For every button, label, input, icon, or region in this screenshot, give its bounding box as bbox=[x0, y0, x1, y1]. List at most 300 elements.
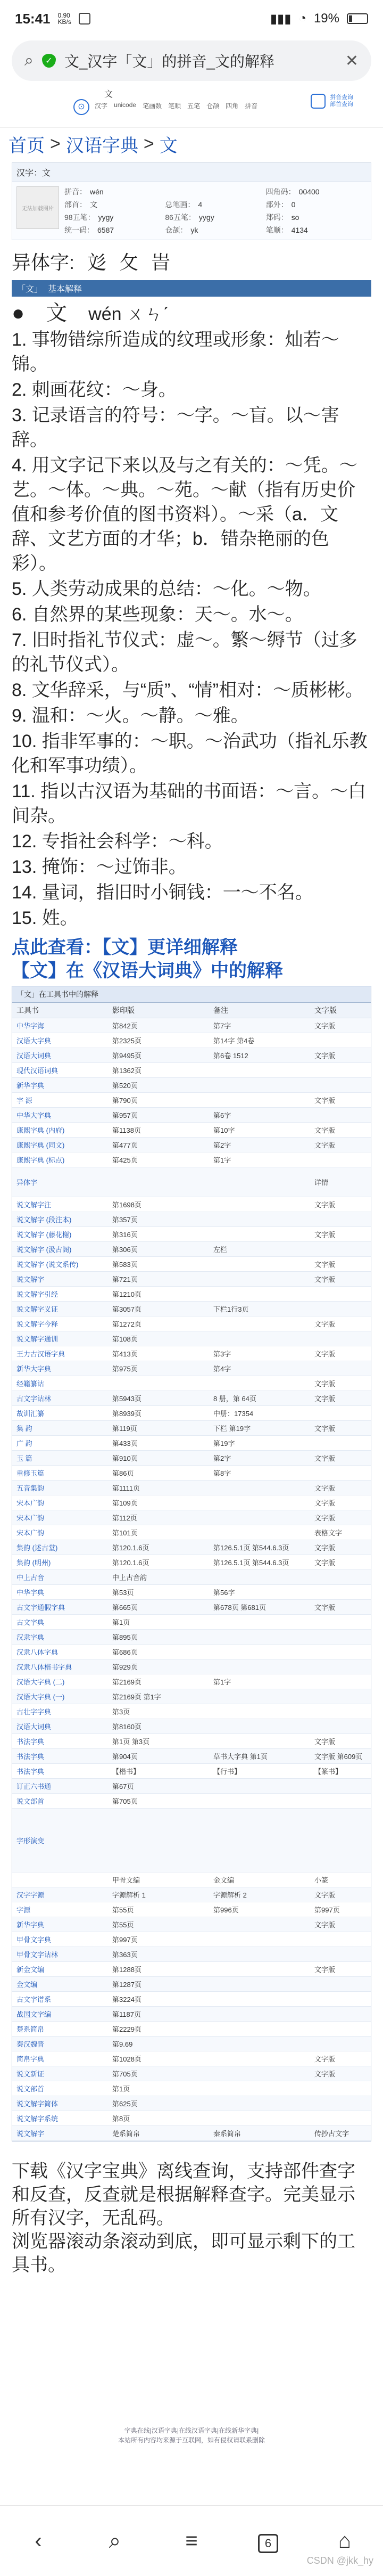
close-icon[interactable]: ✕ bbox=[345, 52, 359, 70]
definition-pinyin: wén ㄨㄣˊ bbox=[88, 304, 169, 324]
info-field-key: 四角码： bbox=[265, 187, 296, 196]
table-cell[interactable]: 文字版 bbox=[314, 1891, 336, 1899]
table-cell[interactable]: 第5943页 bbox=[112, 1395, 141, 1403]
site-tab[interactable]: 笔顺 bbox=[168, 102, 181, 110]
site-right-text[interactable]: 拼音查询 部首查询 bbox=[330, 94, 353, 108]
table-row bbox=[12, 1734, 371, 1749]
table-row bbox=[12, 1138, 371, 1152]
table-cell[interactable]: 书法字典 bbox=[16, 1768, 45, 1776]
table-cell[interactable]: 第2字 bbox=[213, 1141, 231, 1149]
table-cell[interactable]: 玉 篇 bbox=[16, 1454, 32, 1462]
table-row bbox=[12, 1659, 371, 1674]
table-cell[interactable]: 第929页 bbox=[112, 1663, 138, 1671]
table-cell[interactable]: 草书大字典 第1页 bbox=[213, 1753, 268, 1761]
table-cell[interactable]: 文字版 bbox=[314, 1966, 336, 1974]
table-cell[interactable]: 文字版 bbox=[314, 2070, 336, 2078]
table-cell[interactable]: 第1页 bbox=[112, 1618, 130, 1626]
site-tab[interactable]: 五笔 bbox=[187, 102, 201, 110]
table-cell[interactable]: 文字版 bbox=[314, 1454, 336, 1462]
table-cell[interactable]: 第8页 bbox=[112, 2115, 130, 2123]
table-cell[interactable]: 说文解字义证 bbox=[16, 1305, 59, 1313]
table-cell[interactable]: 第8字 bbox=[213, 1469, 231, 1477]
table-cell[interactable]: 第625页 bbox=[112, 2100, 138, 2108]
table-cell[interactable]: 第357页 bbox=[112, 1216, 138, 1224]
table-cell[interactable]: 第2229页 bbox=[112, 2025, 141, 2033]
watermark: CSDN @jkk_hy bbox=[306, 2555, 373, 2566]
table-cell[interactable]: 第2169页 bbox=[112, 1678, 141, 1686]
table-cell[interactable]: 文字版 bbox=[314, 1126, 336, 1134]
table-cell[interactable]: 第2169页 第1字 bbox=[112, 1693, 161, 1701]
table-cell[interactable]: 甲骨文编 bbox=[112, 1876, 140, 1884]
table-cell[interactable]: 宋本广韵 bbox=[16, 1529, 45, 1537]
table-cell[interactable]: 书法字典 bbox=[16, 1753, 45, 1761]
info-field-value: 4134 bbox=[291, 226, 308, 234]
table-cell[interactable]: 说文解字通训 bbox=[16, 1335, 59, 1343]
table-cell[interactable]: 古壮字字典 bbox=[16, 1708, 52, 1716]
table-cell[interactable]: 故训汇纂 bbox=[16, 1410, 45, 1418]
table-cell[interactable]: 第1111页 bbox=[112, 1484, 140, 1492]
table-cell[interactable]: 汉隶八体楷书字典 bbox=[16, 1663, 72, 1671]
table-cell[interactable]: 第520页 bbox=[112, 1082, 138, 1090]
table-cell[interactable]: 汉语大字典 (二) bbox=[16, 1678, 65, 1686]
table-cell[interactable]: 古文字谱系 bbox=[16, 1996, 52, 2003]
more-links bbox=[0, 930, 383, 983]
table-cell[interactable]: 第996页 bbox=[213, 1906, 239, 1914]
info-panel-title: 汉字：文 bbox=[12, 163, 371, 182]
header-char: 文 bbox=[104, 90, 113, 99]
table-cell[interactable]: 说文解字 (汲古阁) bbox=[16, 1246, 72, 1254]
info-field-value: wén bbox=[90, 187, 104, 196]
table-cell[interactable]: 第126.5.1页 第544.6.3页 bbox=[213, 1544, 289, 1552]
table-cell[interactable]: 第1字 bbox=[213, 1678, 231, 1686]
table-cell[interactable]: 第306页 bbox=[112, 1246, 138, 1254]
tabs-button[interactable] bbox=[247, 2529, 289, 2553]
table-row bbox=[12, 2051, 371, 2066]
table-cell[interactable]: 第10字 bbox=[213, 1126, 235, 1134]
table-cell[interactable]: 第55页 bbox=[112, 1906, 134, 1914]
table-cell[interactable]: 说文解字 (说文系传) bbox=[16, 1261, 79, 1269]
info-field-key: 部外： bbox=[265, 200, 288, 209]
table-cell[interactable]: 第112页 bbox=[112, 1514, 137, 1522]
table-cell[interactable]: 第997页 bbox=[314, 1906, 340, 1914]
table-cell[interactable]: 文字版 bbox=[314, 1604, 336, 1612]
table-cell[interactable]: 第705页 bbox=[112, 1797, 138, 1805]
table-cell[interactable]: 异体字 bbox=[16, 1179, 38, 1187]
table-cell[interactable]: 文字版 bbox=[314, 1921, 336, 1929]
table-cell[interactable]: 文字版 bbox=[314, 1275, 336, 1283]
table-row bbox=[12, 2066, 371, 2081]
table-row bbox=[12, 1048, 371, 1063]
shield-check-icon: ✓ bbox=[42, 54, 56, 68]
table-cell[interactable]: 汉隶八体字典 bbox=[16, 1648, 59, 1656]
table-cell[interactable]: 字源解析 1 bbox=[112, 1891, 146, 1899]
table-cell[interactable]: 第790页 bbox=[112, 1097, 138, 1105]
table-cell[interactable]: 中上古音 bbox=[16, 1574, 45, 1582]
info-field-key: 统一码： bbox=[64, 226, 94, 234]
table-cell[interactable]: 字 源 bbox=[16, 1097, 32, 1105]
battery-text: 19% bbox=[313, 11, 339, 26]
table-cell[interactable]: 中华大字典 bbox=[16, 1111, 52, 1119]
table-cell[interactable]: 集 韵 bbox=[16, 1425, 32, 1433]
table-cell[interactable]: 金文编 bbox=[213, 1876, 235, 1884]
table-cell[interactable]: 说文新证 bbox=[16, 2070, 45, 2078]
basic-bar-char: 「文」 bbox=[17, 285, 43, 294]
table-cell[interactable]: 文字版 第609页 bbox=[314, 1753, 363, 1761]
table-cell[interactable]: 第19字 bbox=[213, 1440, 235, 1448]
info-field bbox=[266, 225, 367, 235]
breadcrumb-separator: > bbox=[143, 134, 154, 154]
table-cell[interactable]: 说文解字 bbox=[16, 1275, 45, 1283]
breadcrumb-dictionary[interactable]: 汉语字典 bbox=[65, 136, 138, 156]
table-cell[interactable]: 第1272页 bbox=[112, 1320, 141, 1328]
table-row bbox=[12, 1466, 371, 1481]
table-cell[interactable]: 第1698页 bbox=[112, 1201, 141, 1209]
table-cell[interactable]: 第109页 bbox=[112, 1499, 138, 1507]
table-row bbox=[12, 1674, 371, 1689]
table-cell[interactable]: 说文解字 (段注本) bbox=[16, 1216, 72, 1224]
table-cell[interactable]: 新金文编 bbox=[16, 1966, 45, 1974]
table-cell[interactable]: 经籍纂诂 bbox=[16, 1380, 45, 1388]
table-cell[interactable]: 文字版 bbox=[314, 1320, 336, 1328]
definition-item: 2. 刺画花纹：～身。 bbox=[12, 380, 177, 400]
table-cell[interactable]: 第4字 bbox=[213, 1365, 231, 1373]
info-field bbox=[64, 186, 165, 197]
table-cell[interactable]: 汉语大字典 (一) bbox=[16, 1693, 65, 1701]
table-cell[interactable]: 汉语大词典 bbox=[16, 1723, 52, 1731]
info-field bbox=[266, 186, 367, 197]
table-cell[interactable]: 文字版 bbox=[314, 1350, 336, 1358]
table-cell[interactable]: 第120.1.6页 bbox=[112, 1544, 149, 1552]
table-cell[interactable]: 第56字 bbox=[213, 1589, 235, 1597]
table-cell[interactable]: 小篆 bbox=[314, 1876, 329, 1884]
table-cell[interactable]: 第477页 bbox=[112, 1141, 138, 1149]
table-cell[interactable]: 康熙字典 (内府) bbox=[16, 1126, 65, 1134]
table-cell[interactable]: 文字版 bbox=[314, 1261, 336, 1269]
table-row bbox=[12, 1167, 371, 1197]
table-cell[interactable]: 第425页 bbox=[112, 1156, 138, 1164]
table-cell[interactable]: 中华字海 bbox=[16, 1022, 45, 1030]
table-cell[interactable]: 楚系简帛 bbox=[112, 2130, 140, 2138]
table-cell[interactable]: 第1字 bbox=[213, 1156, 231, 1164]
table-row bbox=[12, 1917, 371, 1932]
variant-glyph[interactable]: 彣 bbox=[87, 252, 107, 274]
table-cell[interactable]: 说文部首 bbox=[16, 2085, 45, 2093]
table-cell[interactable]: 古文字诂林 bbox=[16, 1395, 52, 1403]
table-cell[interactable]: 第904页 bbox=[112, 1753, 138, 1761]
table-cell[interactable]: 第86页 bbox=[112, 1469, 134, 1477]
table-cell[interactable]: 订正六书通 bbox=[16, 1782, 52, 1790]
table-cell[interactable]: 简帛字典 bbox=[16, 2055, 45, 2063]
table-cell[interactable]: 说文解字今释 bbox=[16, 1320, 59, 1328]
definition-item: 1. 事物错综所造成的纹理或形象：灿若～锦。 bbox=[12, 330, 339, 374]
table-cell[interactable]: 第1210页 bbox=[112, 1290, 141, 1298]
table-cell[interactable]: 宋本广韵 bbox=[16, 1514, 45, 1522]
site-right-links[interactable] bbox=[311, 94, 353, 109]
table-cell[interactable]: 字源解析 2 bbox=[213, 1891, 247, 1899]
table-cell[interactable]: 【篆书】 bbox=[314, 1768, 343, 1776]
back-icon[interactable]: ‹ bbox=[35, 2529, 42, 2553]
table-cell[interactable]: 第1362页 bbox=[112, 1067, 141, 1075]
table-cell[interactable]: 第120.1.6页 bbox=[112, 1559, 149, 1567]
table-row bbox=[12, 2022, 371, 2037]
table-row bbox=[12, 1600, 371, 1615]
table-row bbox=[12, 1481, 371, 1495]
table-row bbox=[12, 1779, 371, 1794]
table-cell[interactable]: 第363页 bbox=[112, 1951, 138, 1959]
table-cell[interactable]: 第2325页 bbox=[112, 1037, 141, 1045]
table-cell[interactable]: 文字版 bbox=[314, 1201, 336, 1209]
table-cell[interactable]: 文字版 bbox=[314, 1559, 336, 1567]
notification-icon bbox=[79, 13, 90, 24]
table-cell[interactable]: 说文部首 bbox=[16, 1797, 45, 1805]
table-cell[interactable]: 中册：17354 bbox=[213, 1410, 254, 1418]
table-cell[interactable]: 宋本广韵 bbox=[16, 1499, 45, 1507]
table-cell[interactable]: 集韵 (明州) bbox=[16, 1559, 51, 1567]
footer-links[interactable]: 字典在线|汉语字典|在线汉语字典|在线新华字典| bbox=[124, 2427, 259, 2434]
site-tab[interactable]: 仓颉 bbox=[206, 102, 220, 110]
info-field-value: so bbox=[291, 213, 299, 222]
table-cell[interactable]: 说文解字 bbox=[16, 2130, 45, 2138]
table-row bbox=[12, 1570, 371, 1585]
table-cell[interactable]: 广 韵 bbox=[16, 1440, 32, 1448]
menu-icon[interactable]: ≡ bbox=[185, 2529, 198, 2553]
table-cell[interactable]: 第108页 bbox=[112, 1335, 138, 1343]
browser-address-bar[interactable] bbox=[12, 40, 371, 81]
info-grid bbox=[64, 186, 367, 235]
table-cell[interactable]: 文字版 bbox=[314, 1499, 336, 1507]
variant-glyph[interactable]: 攵 bbox=[119, 252, 139, 274]
table-cell[interactable]: 第1138页 bbox=[112, 1126, 141, 1134]
table-cell[interactable]: 第583页 bbox=[112, 1261, 138, 1269]
table-cell[interactable]: 字源 bbox=[16, 1906, 31, 1914]
search-icon[interactable]: ⌕ bbox=[24, 52, 34, 69]
table-cell[interactable]: 第910页 bbox=[112, 1454, 138, 1462]
table-cell[interactable]: 第997页 bbox=[112, 1936, 138, 1944]
table-cell[interactable]: 说文解字 (藤花榭) bbox=[16, 1231, 72, 1239]
table-row bbox=[12, 1257, 371, 1272]
table-row bbox=[12, 2111, 371, 2126]
table-cell[interactable]: 第1187页 bbox=[112, 2010, 141, 2018]
table-cell[interactable]: 第9495页 bbox=[112, 1052, 141, 1060]
table-row bbox=[12, 1555, 371, 1570]
table-row bbox=[12, 1078, 371, 1093]
footer bbox=[0, 2426, 383, 2445]
big-dictionary-link[interactable]: 【文】在《汉语大词典》中的解释 bbox=[12, 961, 283, 981]
info-field-value: 6587 bbox=[97, 226, 114, 234]
table-cell[interactable]: 文字版 bbox=[314, 1514, 336, 1522]
table-cell[interactable]: 第1288页 bbox=[112, 1966, 141, 1974]
table-cell[interactable]: 汉语大字典 bbox=[16, 1037, 52, 1045]
definition-item: 15. 姓。 bbox=[12, 908, 78, 928]
table-cell[interactable]: 第975页 bbox=[112, 1365, 138, 1373]
table-cell[interactable]: 五音集韵 bbox=[16, 1484, 45, 1492]
table-cell[interactable]: 王力古汉语字典 bbox=[16, 1350, 65, 1358]
table-cell[interactable]: 康熙字典 (标点) bbox=[16, 1156, 65, 1164]
table-cell[interactable]: 说文解字简体 bbox=[16, 2100, 59, 2108]
table-cell[interactable]: 书法字典 bbox=[16, 1738, 45, 1746]
table-row bbox=[12, 1704, 371, 1719]
table-cell[interactable]: 第3057页 bbox=[112, 1305, 141, 1313]
table-cell[interactable]: 表格文字 bbox=[314, 1529, 343, 1537]
table-cell[interactable]: 【行书】 bbox=[213, 1768, 242, 1776]
home-icon[interactable]: ⌂ bbox=[338, 2529, 352, 2553]
site-tab[interactable]: 笔画数 bbox=[143, 102, 162, 110]
site-logo-icon[interactable]: ⊙ bbox=[73, 99, 89, 115]
table-cell[interactable]: 第3224页 bbox=[112, 1996, 141, 2003]
table-cell[interactable]: 第53页 bbox=[112, 1589, 134, 1597]
table-cell[interactable]: 第842页 bbox=[112, 1022, 138, 1030]
table-cell[interactable]: 字形演变 bbox=[16, 1837, 45, 1845]
table-cell[interactable]: 第1028页 bbox=[112, 2055, 141, 2063]
table-cell[interactable]: 汉字字源 bbox=[16, 1891, 45, 1899]
detail-link[interactable]: 点此查看：【文】更详细解释 bbox=[12, 937, 238, 958]
variant-glyph[interactable]: 旹 bbox=[151, 252, 171, 274]
table-cell[interactable]: 说文解字注 bbox=[16, 1201, 52, 1209]
table-cell[interactable]: 第957页 bbox=[112, 1111, 138, 1119]
table-cell[interactable]: 第678页 第681页 bbox=[213, 1604, 266, 1612]
table-cell[interactable]: 康熙字典 (同文) bbox=[16, 1141, 65, 1149]
table-cell[interactable]: 第6卷 1512 bbox=[213, 1052, 248, 1060]
table-cell[interactable]: 第1页 第3页 bbox=[112, 1738, 150, 1746]
table-cell[interactable]: 文字版 bbox=[314, 1738, 336, 1746]
site-tab[interactable]: 拼音 bbox=[245, 102, 258, 110]
table-row bbox=[12, 2007, 371, 2022]
table-cell[interactable]: 中华字典 bbox=[16, 1589, 45, 1597]
table-cell[interactable]: 第686页 bbox=[112, 1648, 138, 1656]
table-cell[interactable]: 文字版 bbox=[314, 1425, 336, 1433]
table-cell[interactable]: 说文解字引经 bbox=[16, 1290, 59, 1298]
definition-list bbox=[12, 328, 371, 930]
table-cell[interactable]: 第433页 bbox=[112, 1440, 138, 1448]
info-field-key: 98五笔： bbox=[64, 213, 95, 222]
table-row bbox=[12, 1242, 371, 1257]
info-field bbox=[64, 225, 165, 235]
table-cell[interactable]: 第7字 bbox=[213, 1022, 231, 1030]
table-cell[interactable]: 文字版 bbox=[314, 1484, 336, 1492]
table-cell[interactable]: 第316页 bbox=[112, 1231, 138, 1239]
table-cell[interactable]: 新华大字典 bbox=[16, 1365, 52, 1373]
table-cell[interactable]: 第1页 bbox=[112, 2085, 130, 2093]
table-cell[interactable]: 第895页 bbox=[112, 1633, 138, 1641]
page-title[interactable]: 文_汉字「文」的拼音_文的解释 bbox=[64, 53, 274, 70]
table-cell[interactable]: 8 册，第 64页 bbox=[213, 1395, 256, 1403]
table-cell[interactable]: 第8939页 bbox=[112, 1410, 141, 1418]
table-cell[interactable]: 古文字典 bbox=[16, 1618, 45, 1626]
table-row bbox=[12, 1887, 371, 1902]
table-cell[interactable]: 第6字 bbox=[213, 1111, 231, 1119]
table-cell[interactable]: 第3页 bbox=[112, 1708, 130, 1716]
table-cell[interactable]: 文字版 bbox=[314, 1097, 336, 1105]
footer-disclaimer: 本站所有内容均来源于互联网，如有侵权请联系删除 bbox=[118, 2436, 265, 2444]
table-cell[interactable]: 第2字 bbox=[213, 1454, 231, 1462]
table-cell[interactable]: 文字版 bbox=[314, 1022, 336, 1030]
table-cell[interactable]: 第101页 bbox=[112, 1529, 138, 1537]
table-cell[interactable]: 第119页 bbox=[112, 1425, 137, 1433]
site-tab[interactable]: unicode bbox=[114, 101, 137, 109]
table-cell[interactable]: 重修玉篇 bbox=[16, 1469, 45, 1477]
breadcrumb-home[interactable]: 首页 bbox=[9, 136, 45, 156]
table-cell[interactable]: 古文字通假字典 bbox=[16, 1604, 65, 1612]
table-row bbox=[12, 1451, 371, 1466]
info-field-key: 86五笔： bbox=[165, 213, 196, 222]
table-cell[interactable]: 秦系简帛 bbox=[213, 2130, 242, 2138]
table-cell[interactable]: 现代汉语词典 bbox=[16, 1067, 59, 1075]
tab-count: 6 bbox=[258, 2534, 278, 2553]
table-cell[interactable]: 文字版 bbox=[314, 2055, 336, 2063]
table-cell[interactable]: 第67页 bbox=[112, 1782, 134, 1790]
table-cell[interactable]: 下栏 第19字 bbox=[213, 1425, 251, 1433]
table-row bbox=[12, 1764, 371, 1779]
table-row bbox=[12, 1932, 371, 1947]
table-row bbox=[12, 1391, 371, 1406]
table-cell[interactable]: 新华字典 bbox=[16, 1921, 45, 1929]
table-cell[interactable]: 第9.69 bbox=[112, 2040, 133, 2048]
table-cell[interactable]: 甲骨文字典 bbox=[16, 1936, 52, 1944]
table-cell[interactable]: 第1287页 bbox=[112, 1981, 141, 1989]
table-cell[interactable]: 左栏 bbox=[213, 1246, 228, 1254]
table-cell[interactable]: 第705页 bbox=[112, 2070, 138, 2078]
status-time: 15:41 bbox=[15, 10, 51, 27]
table-cell[interactable]: 中上古音韵 bbox=[112, 1574, 147, 1582]
table-row bbox=[12, 1361, 371, 1376]
table-cell[interactable]: 文字版 bbox=[314, 1141, 336, 1149]
breadcrumb bbox=[0, 128, 383, 160]
table-cell[interactable]: 战国文字编 bbox=[16, 2010, 52, 2018]
info-field-value: 00400 bbox=[298, 187, 320, 196]
table-row bbox=[12, 1406, 371, 1421]
site-tab[interactable]: 四角 bbox=[226, 102, 239, 110]
table-cell[interactable]: 汉语大词典 bbox=[16, 1052, 52, 1060]
table-cell[interactable]: 【楷书】 bbox=[112, 1768, 140, 1776]
table-row bbox=[12, 1123, 371, 1138]
table-cell[interactable]: 楚系简帛 bbox=[16, 2025, 45, 2033]
site-tab[interactable]: 汉字 bbox=[95, 102, 108, 110]
table-cell[interactable]: 新华字典 bbox=[16, 1082, 45, 1090]
table-cell[interactable]: 汉隶字典 bbox=[16, 1633, 45, 1641]
table-cell[interactable]: 第721页 bbox=[112, 1275, 138, 1283]
breadcrumb-char[interactable]: 文 bbox=[159, 136, 178, 156]
table-cell[interactable]: 第55页 bbox=[112, 1921, 134, 1929]
table-cell[interactable]: 金文编 bbox=[16, 1981, 38, 1989]
dictionary-table-header bbox=[12, 1003, 371, 1018]
table-cell[interactable]: 第8160页 bbox=[112, 1723, 141, 1731]
table-cell[interactable]: 甲骨文字诂林 bbox=[16, 1951, 59, 1959]
table-cell[interactable]: 传抄古文字 bbox=[314, 2130, 349, 2138]
search-icon[interactable]: ⌕ bbox=[109, 2529, 121, 2553]
status-bar bbox=[0, 0, 383, 37]
table-cell[interactable]: 文字版 bbox=[314, 1231, 336, 1239]
table-cell[interactable]: 文字版 bbox=[314, 1544, 336, 1552]
table-cell[interactable]: 集韵 (述古堂) bbox=[16, 1544, 58, 1552]
table-row bbox=[12, 1585, 371, 1600]
table-cell[interactable]: 第126.5.1页 第544.6.3页 bbox=[213, 1559, 289, 1567]
table-cell[interactable]: 说文解字系统 bbox=[16, 2115, 59, 2123]
table-cell[interactable]: 第413页 bbox=[112, 1350, 138, 1358]
table-row bbox=[12, 2081, 371, 2096]
table-cell[interactable]: 第14字 第4卷 bbox=[213, 1037, 255, 1045]
table-cell[interactable]: 第665页 bbox=[112, 1604, 138, 1612]
table-cell[interactable]: 详情 bbox=[314, 1179, 329, 1187]
table-row bbox=[12, 1962, 371, 1977]
table-cell[interactable]: 文字版 bbox=[314, 1052, 336, 1060]
table-cell[interactable]: 第3字 bbox=[213, 1350, 231, 1358]
table-cell[interactable]: 秦汉魏晋 bbox=[16, 2040, 45, 2048]
table-cell[interactable]: 文字版 bbox=[314, 1395, 336, 1403]
table-cell[interactable]: 下栏1行3页 bbox=[213, 1305, 249, 1313]
info-field bbox=[165, 186, 265, 197]
table-cell[interactable]: 文字版 bbox=[314, 1380, 336, 1388]
table-row bbox=[12, 1421, 371, 1436]
